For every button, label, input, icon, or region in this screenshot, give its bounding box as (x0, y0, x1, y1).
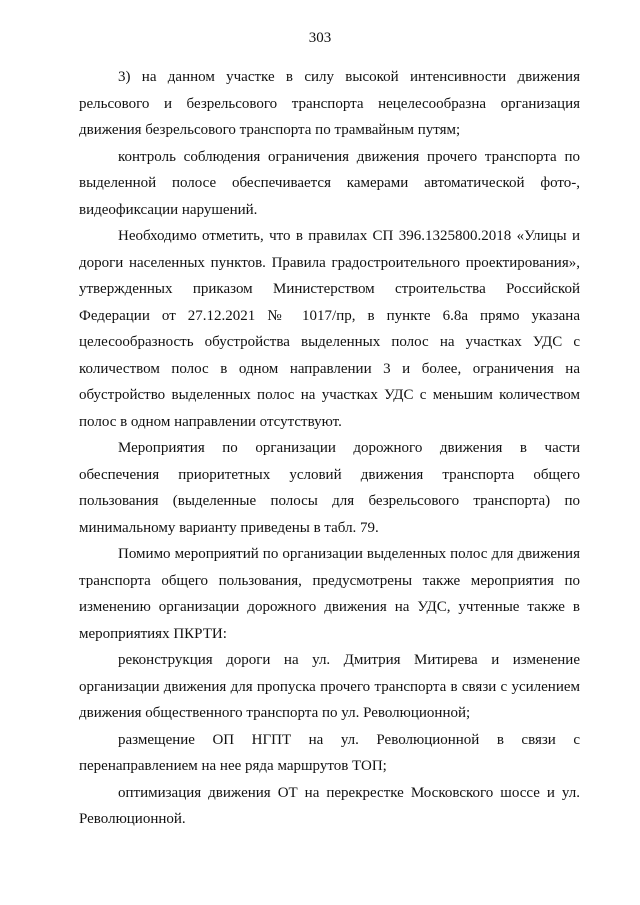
paragraph-5: Помимо мероприятий по организации выделенных полос для движения транспорта общего пользования, предусмотрены также мероприятия по изменению организации дорожного движения на УДС, учтенные также в мероприятиях ПКРТИ: (79, 546, 580, 642)
paragraph-4: Мероприятия по организации дорожного движения в части обеспечения приоритетных условий движения транспорта общего пользования (выделенные полосы для безрельсового транспорта) по минимальному варианту приведены в табл. 79. (79, 440, 580, 536)
document-body (79, 64, 580, 833)
paragraph-3: Необходимо отметить, что в правилах СП 396.1325800.2018 «Улицы и дороги населенных пунктов. Правила градостроительного проектирования», утвержденных приказом Министерством строительства Российской Федерации от 27.12.2021 № 1017/пр, в пункте 6.8а прямо указана целесообразность обустройства выделенных полос на участках УДС с количеством полос в одном направлении 3 и более, ограничения на обустройство выделенных полос на участках УДС с меньшим количеством полос в одном направлении отсутствуют. (79, 228, 580, 430)
paragraph-8: оптимизация движения ОТ на перекрестке Московского шоссе и ул. Революционной. (79, 784, 580, 827)
paragraph-1: 3) на данном участке в силу высокой интенсивности движения рельсового и безрельсового транспорта нецелесообразна организация движения безрельсового транспорта по трамвайным путям; (79, 69, 580, 138)
paragraph-6: реконструкция дороги на ул. Дмитрия Митирева и изменение организации движения для пропуска прочего транспорта в связи с усилением движения общественного транспорта по ул. Революционной; (79, 652, 580, 721)
paragraph-7: размещение ОП НГПТ на ул. Революционной в связи с перенаправлением на нее ряда маршрутов ТОП; (79, 731, 580, 774)
paragraph-2: контроль соблюдения ограничения движения прочего транспорта по выделенной полосе обеспечивается камерами автоматической фото-, видеофиксации нарушений. (79, 148, 580, 218)
page-number: 303 (308, 30, 332, 46)
